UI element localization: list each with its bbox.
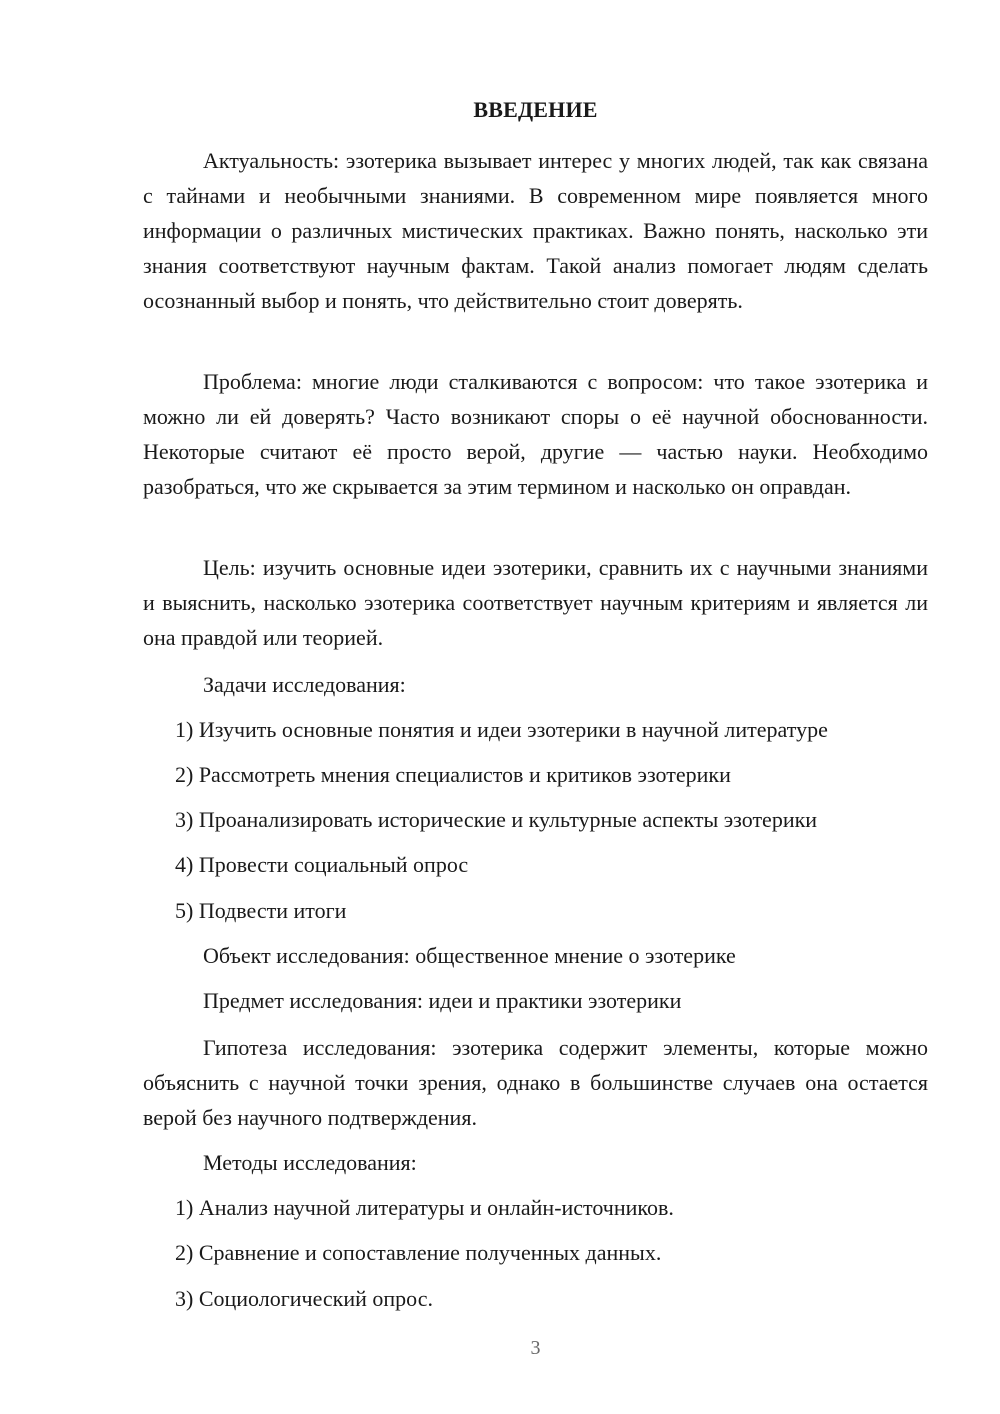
problem-paragraph: Проблема: многие люди сталкиваются с вопросом: что такое эзотерика и можно ли ей доверять? Часто возникают споры о её научной обоснованности. Некоторые считают её просто верой, другие — частью науки. Необходимо разобраться, что же скрывается за этим термином и насколько он оправдан. (143, 369, 928, 499)
object-line: Объект исследования: общественное мнение о эзотерике (203, 943, 736, 968)
methods-heading: Методы исследования: (203, 1150, 417, 1175)
task-item: 2) Рассмотреть мнения специалистов и критиков эзотерики (175, 762, 731, 787)
section-title: ВВЕДЕНИЕ (473, 97, 598, 122)
task-item: 3) Проанализировать исторические и культурные аспекты эзотерики (175, 807, 818, 832)
method-item: 3) Социологический опрос. (175, 1286, 433, 1311)
method-item: 2) Сравнение и сопоставление полученных данных. (175, 1240, 662, 1265)
page-number: 3 (530, 1337, 541, 1359)
task-item: 5) Подвести итоги (175, 898, 347, 923)
task-item: 4) Провести социальный опрос (175, 852, 469, 877)
hypothesis-paragraph: Гипотеза исследования: эзотерика содержит элементы, которые можно объяснить с научной точки зрения, однако в большинстве случаев она остается верой без научного подтверждения. (143, 1035, 928, 1130)
tasks-heading: Задачи исследования: (203, 672, 406, 697)
task-item: 1) Изучить основные понятия и идеи эзотерики в научной литературе (175, 717, 828, 742)
subject-line: Предмет исследования: идеи и практики эзотерики (203, 988, 682, 1013)
goal-paragraph: Цель: изучить основные идеи эзотерики, сравнить их с научными знаниями и выяснить, насколько эзотерика соответствует научным критериям и является ли она правдой или теорией. (143, 555, 928, 650)
method-item: 1) Анализ научной литературы и онлайн-источников. (175, 1195, 674, 1220)
relevance-paragraph: Актуальность: эзотерика вызывает интерес у многих людей, так как связана с тайнами и необычными знаниями. В современном мире появляется много информации о различных мистических практиках. Важно понять, насколько эти знания соответствуют научным фактам. Такой анализ помогает людям сделать осознанный выбор и понять, что действительно стоит доверять. (143, 148, 928, 313)
